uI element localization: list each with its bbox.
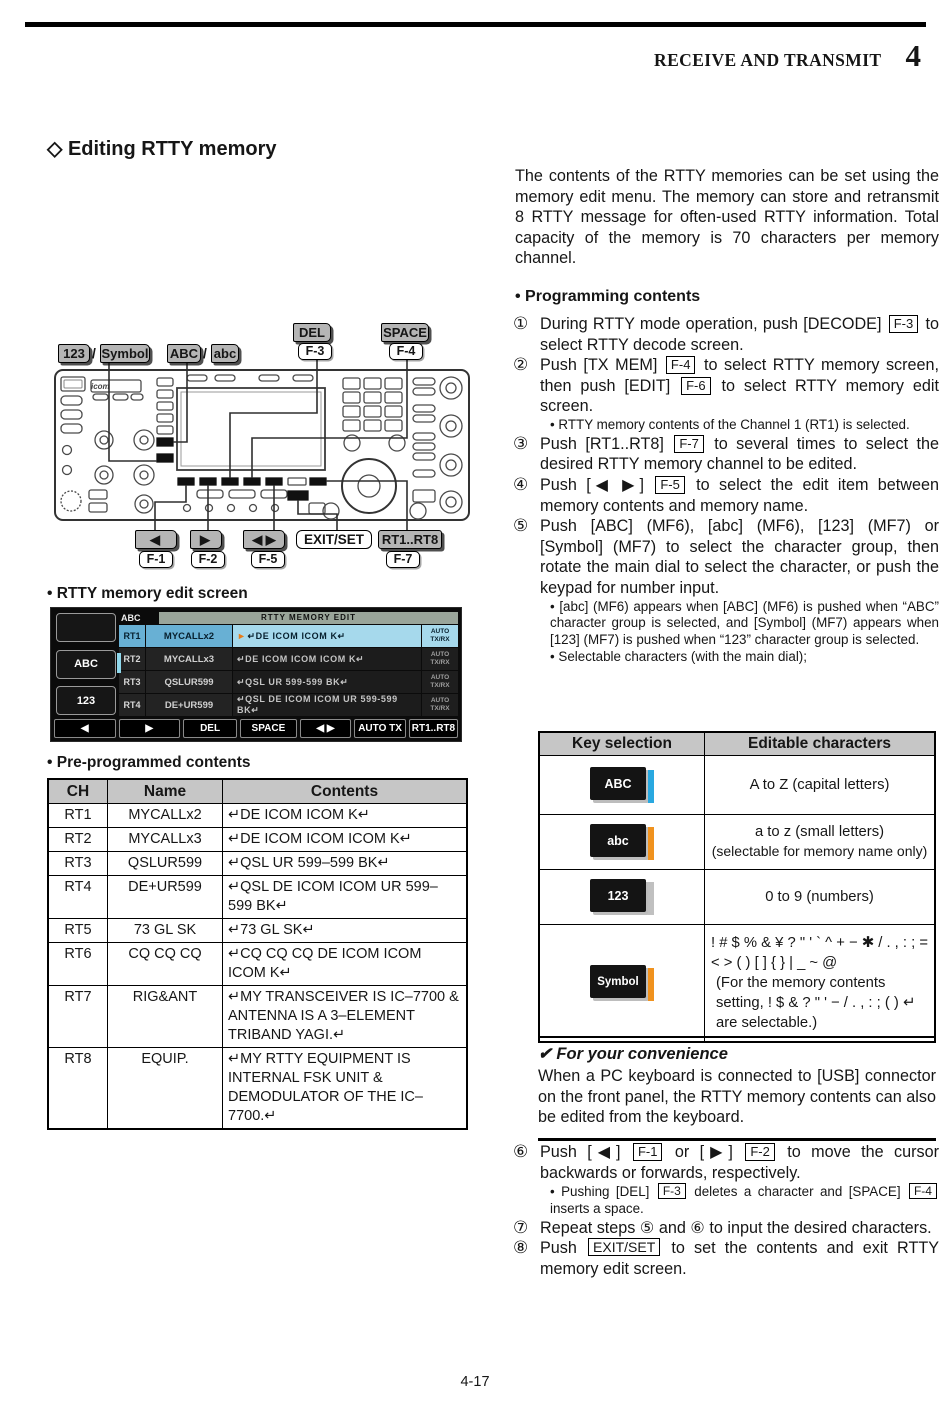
cell-contents: ↵DE ICOM ICOM K↵ (223, 804, 468, 828)
table-row (48, 943, 467, 986)
table-row (539, 870, 935, 925)
step-text: Push [◀] (540, 1143, 621, 1161)
key-image-cell (539, 815, 705, 870)
cell-name: MYCALLx2 (108, 804, 223, 828)
screen-cell-content (233, 625, 421, 647)
note-text: inserts a space. (550, 1200, 644, 1216)
fkey-box-f4: F-4 (909, 1183, 937, 1199)
num-123-key: 123 (590, 879, 646, 912)
abc-key: ABC (590, 767, 646, 800)
note-text: • Pushing [DEL] (550, 1184, 650, 1200)
label-fkey-f1: F-1 (139, 551, 173, 568)
softkey-right: ▶ (119, 719, 181, 738)
screen-key-123 (56, 686, 116, 715)
screen-group-indicator: ABC (121, 612, 141, 623)
fkey-box-f4: F-4 (666, 356, 696, 374)
table-row (539, 756, 935, 815)
editable-chars-cell: 0 to 9 (numbers) (705, 870, 936, 925)
step-note (540, 1183, 939, 1218)
screen-softkey-row (54, 719, 458, 738)
step-text: Push [TX MEM] (540, 356, 658, 375)
step-note: • [abc] (MF6) appears when [ABC] (MF6) is pushed when “ABC” character group is selected, and [Symbol] (MF7) appears when [123] (MF7) is pushed when “123” character group is selected. (550, 598, 939, 648)
label-key-left-arrow: ◀ (135, 530, 177, 549)
radio-front-panel-diagram (47, 318, 470, 575)
editable-chars-sub: (selectable for memory name only) (711, 843, 928, 859)
cell-contents: ↵MY RTTY EQUIPMENT IS INTERNAL FSK UNIT & DEMODULATOR OF THE IC–7700.↵ (223, 1048, 468, 1130)
cell-contents: ↵QSL DE ICOM ICOM UR 599–599 BK↵ (223, 876, 468, 919)
step-1 (515, 314, 939, 355)
screen-cell-ch: RT3 (119, 671, 145, 693)
table-row (48, 986, 467, 1048)
cell-ch: RT6 (48, 943, 108, 986)
preprogrammed-table (47, 778, 468, 1130)
abc-lower-key: abc (590, 824, 646, 857)
symbol-key: Symbol (590, 965, 646, 998)
step-8 (515, 1238, 939, 1279)
screen-cell-name: QSLUR599 (146, 671, 232, 693)
programming-heading: • Programming contents (515, 288, 701, 305)
step-number: ⑤ (513, 516, 529, 536)
auto-tx-rx-badge: AUTO TX/RX (422, 625, 458, 647)
symbol-chars-line1: ! # $ % & ¥ ? " ' ` ^ + − ✱ / . , : ; = (711, 935, 928, 951)
step-text: to several times to select the desired RTTY memory channel to be edited. (540, 434, 939, 474)
softkey-del: DEL (183, 719, 237, 738)
convenience-text: When a PC keyboard is connected to [USB] connector on the front panel, the RTTY memory contents can also be edited from the keyboard. (538, 1067, 936, 1127)
softkey-auto-tx: AUTO TX (354, 719, 406, 738)
editable-chars-main: a to z (small letters) (754, 824, 885, 840)
auto-tx-rx-badge: AUTO TX/RX (422, 694, 458, 716)
cell-name: MYCALLx3 (108, 828, 223, 852)
screen-cell-content: ↵QSL UR 599-599 BK↵ (233, 671, 421, 693)
screen-row-rt2 (119, 648, 458, 670)
screen-cell-ch: RT1 (119, 625, 145, 647)
screen-cell-ch: RT4 (119, 694, 145, 716)
table-row (48, 828, 467, 852)
symbol-chars-line2: < > ( ) [ ] { } | _ ~ @ (711, 955, 838, 971)
note-text: deletes a character and [SPACE] (694, 1184, 901, 1200)
page-number: 4-17 (460, 1374, 490, 1390)
chapter-number: 4 (905, 38, 921, 73)
screen-cell-name: DE+UR599 (146, 694, 232, 716)
cursor-icon: ► (237, 631, 247, 641)
screen-cell-name: MYCALLx2 (146, 625, 232, 647)
step-note: • RTTY memory contents of the Channel 1 (RT1) is selected. (550, 416, 910, 432)
screen-cell-content: ↵QSL DE ICOM ICOM UR 599-599 BK↵ (233, 694, 421, 716)
cell-name: DE+UR599 (108, 876, 223, 919)
step-text: Push [RT1..RT8] (540, 434, 664, 453)
table-header-row (48, 779, 467, 804)
cell-ch: RT5 (48, 919, 108, 943)
page-title: ◇ Editing RTTY memory (47, 138, 277, 160)
step-list (515, 314, 939, 666)
screen-content-text: ↵DE ICOM ICOM K↵ (247, 630, 346, 641)
screen-row-rt1 (119, 625, 458, 647)
top-rule (25, 22, 926, 27)
cell-ch: RT8 (48, 1048, 108, 1130)
label-key-lr-arrow: ◀ ▶ (243, 530, 285, 549)
table-row (539, 815, 935, 870)
cell-ch: RT3 (48, 852, 108, 876)
screen-heading: • RTTY memory edit screen (47, 585, 248, 602)
table-row (48, 919, 467, 943)
auto-tx-rx-badge: AUTO TX/RX (422, 648, 458, 670)
screen-main-area (119, 611, 458, 716)
step-list-continued (515, 1142, 939, 1280)
step-note: • Selectable characters (with the main dial); (550, 648, 807, 664)
screen-key-123-label: 123 (76, 694, 96, 707)
convenience-title: ✔ For your convenience (538, 1045, 728, 1063)
label-key-space: SPACE (381, 323, 429, 342)
step-2 (515, 355, 939, 434)
header-ch: CH (48, 779, 108, 804)
softkey-space: SPACE (240, 719, 297, 738)
screen-cell-ch: RT2 (119, 648, 145, 670)
table-row (48, 1048, 467, 1130)
screen-title: RTTY MEMORY EDIT (159, 612, 458, 624)
svg-text:icom: icom (91, 382, 110, 391)
editable-chars-cell (705, 925, 936, 1043)
label-key-abc-lower: abc (211, 344, 239, 363)
fkey-box-f3: F-3 (889, 315, 919, 333)
screen-row-rt4 (119, 694, 458, 716)
slash-separator: / (92, 345, 96, 361)
step-text: Repeat steps ⑤ and ⑥ to input the desired characters. (540, 1218, 932, 1237)
table-row (539, 925, 935, 1043)
step-number: ① (513, 314, 529, 333)
header-name: Name (108, 779, 223, 804)
step-text: Push [ABC] (MF6), [abc] (MF6), [123] (MF7) or [Symbol] (MF7) to select the character group, then rotate the main dial to select the character, or push the keypad for number input. (540, 517, 939, 597)
fkey-box-f5: F-5 (655, 476, 685, 494)
auto-tx-rx-badge: AUTO TX/RX (422, 671, 458, 693)
cell-contents: ↵CQ CQ CQ DE ICOM ICOM ICOM K↵ (223, 943, 468, 986)
softkey-left: ◀ (54, 719, 116, 738)
cell-ch: RT1 (48, 804, 108, 828)
header-key-selection: Key selection (539, 732, 705, 756)
screen-key-abc (56, 650, 116, 679)
rtty-memory-edit-screen (50, 607, 462, 742)
step-7 (515, 1218, 939, 1239)
key-color-stripe (648, 827, 654, 860)
cell-contents: ↵73 GL SK↵ (223, 919, 468, 943)
step-text: During RTTY mode operation, push [DECODE] (540, 315, 882, 333)
intro-paragraph: The contents of the RTTY memories can be set using the memory edit menu. The memory can store and retransmit 8 RTTY message for often-used RTTY information. Total capacity of the memory is 70 characters per memory channel. (515, 167, 939, 268)
selected-group-indicator (117, 653, 121, 673)
section-title: RECEIVE AND TRANSMIT (654, 50, 882, 70)
cell-ch: RT2 (48, 828, 108, 852)
label-fkey-f5: F-5 (251, 551, 285, 568)
cell-name: 73 GL SK (108, 919, 223, 943)
label-key-exit-set: EXIT/SET (296, 530, 372, 549)
key-color-stripe (648, 770, 654, 803)
fkey-box-f3: F-3 (658, 1183, 686, 1199)
label-fkey-f7: F-7 (386, 551, 420, 568)
label-key-symbol: Symbol (101, 346, 149, 361)
table-header-row (539, 732, 935, 756)
screen-key-abc-label: ABC (74, 658, 98, 670)
softkey-lr: ◀ ▶ (300, 719, 352, 738)
label-fkey-f4: F-4 (389, 343, 423, 360)
fkey-box-f6: F-6 (681, 377, 711, 395)
step-3 (515, 434, 939, 475)
exit-set-box: EXIT/SET (588, 1238, 660, 1256)
screen-key-blank (56, 613, 116, 642)
key-color-stripe (648, 882, 654, 915)
header-editable-characters: Editable characters (705, 732, 936, 756)
step-text: to select RTTY decode screen. (540, 315, 940, 354)
step-number: ④ (513, 474, 529, 494)
fkey-box-f1: F-1 (633, 1143, 663, 1161)
label-fkey-f3: F-3 (298, 343, 332, 360)
label-fkey-f2: F-2 (191, 551, 225, 568)
label-key-right-arrow: ▶ (190, 530, 222, 549)
key-image-cell (539, 756, 705, 815)
step-6 (515, 1142, 939, 1218)
label-key-123: 123 (58, 344, 90, 363)
preprogrammed-heading: • Pre-programmed contents (47, 754, 251, 771)
screen-cell-content: ↵DE ICOM ICOM ICOM K↵ (233, 648, 421, 670)
cell-contents: ↵DE ICOM ICOM ICOM K↵ (223, 828, 468, 852)
step-text: or [▶] (674, 1143, 733, 1161)
cell-ch: RT7 (48, 986, 108, 1048)
step-text: to select RTTY memory screen, then push [EDIT] (540, 356, 940, 395)
header-contents: Contents (223, 779, 468, 804)
step-number: ⑧ (513, 1238, 529, 1258)
label-key-rt1-rt8: RT1..RT8 (378, 530, 442, 549)
cell-name: EQUIP. (108, 1048, 223, 1130)
cell-ch: RT4 (48, 876, 108, 919)
editable-chars-cell: A to Z (capital letters) (705, 756, 936, 815)
table-row (48, 852, 467, 876)
screen-row-rt3 (119, 671, 458, 693)
symbol-chars-note: (For the memory contents setting, ! $ & ? " ' − / . , : ; ( ) ↵ are selectable.) (716, 975, 916, 1031)
step-text: Push (540, 1239, 577, 1258)
step-text: Push [◀ ▶] (540, 475, 644, 494)
step-text: to select the edit item between memory contents and memory name. (540, 475, 939, 515)
convenience-note (538, 1036, 936, 1141)
cell-name: CQ CQ CQ (108, 943, 223, 986)
step-number: ⑦ (513, 1217, 529, 1237)
key-color-stripe (648, 968, 654, 1001)
cell-name: RIG&ANT (108, 986, 223, 1048)
slash-separator: / (203, 345, 207, 361)
key-image-cell (539, 925, 705, 1043)
step-text: to move the cursor backwards or forwards, respectively. (540, 1143, 939, 1182)
table-row (48, 804, 467, 828)
key-image-cell (539, 870, 705, 925)
screen-cell-name: MYCALLx3 (146, 648, 232, 670)
fkey-box-f2: F-2 (745, 1143, 775, 1161)
cell-name: QSLUR599 (108, 852, 223, 876)
step-4 (515, 475, 939, 516)
table-row (48, 876, 467, 919)
step-number: ② (513, 355, 529, 375)
step-number: ③ (513, 433, 529, 453)
step-text: to set the contents and exit RTTY memory edit screen. (540, 1239, 940, 1278)
page-header (654, 38, 921, 74)
editable-chars-cell (705, 815, 936, 870)
softkey-rt1-rt8: RT1..RT8 (409, 719, 458, 738)
cell-contents: ↵MY TRANSCEIVER IS IC–7700 & ANTENNA IS A 3–ELEMENT TRIBAND YAGI.↵ (223, 986, 468, 1048)
label-key-abc-upper: ABC (167, 344, 201, 363)
step-number: ⑥ (513, 1142, 529, 1161)
screen-sidebar (54, 611, 116, 716)
step-text: to select RTTY memory edit screen. (540, 376, 939, 416)
fkey-box-f7: F-7 (674, 435, 704, 453)
step-5 (515, 516, 939, 666)
label-key-del: DEL (293, 323, 331, 342)
cell-contents: ↵QSL UR 599–599 BK↵ (223, 852, 468, 876)
key-selection-table (538, 731, 936, 1043)
